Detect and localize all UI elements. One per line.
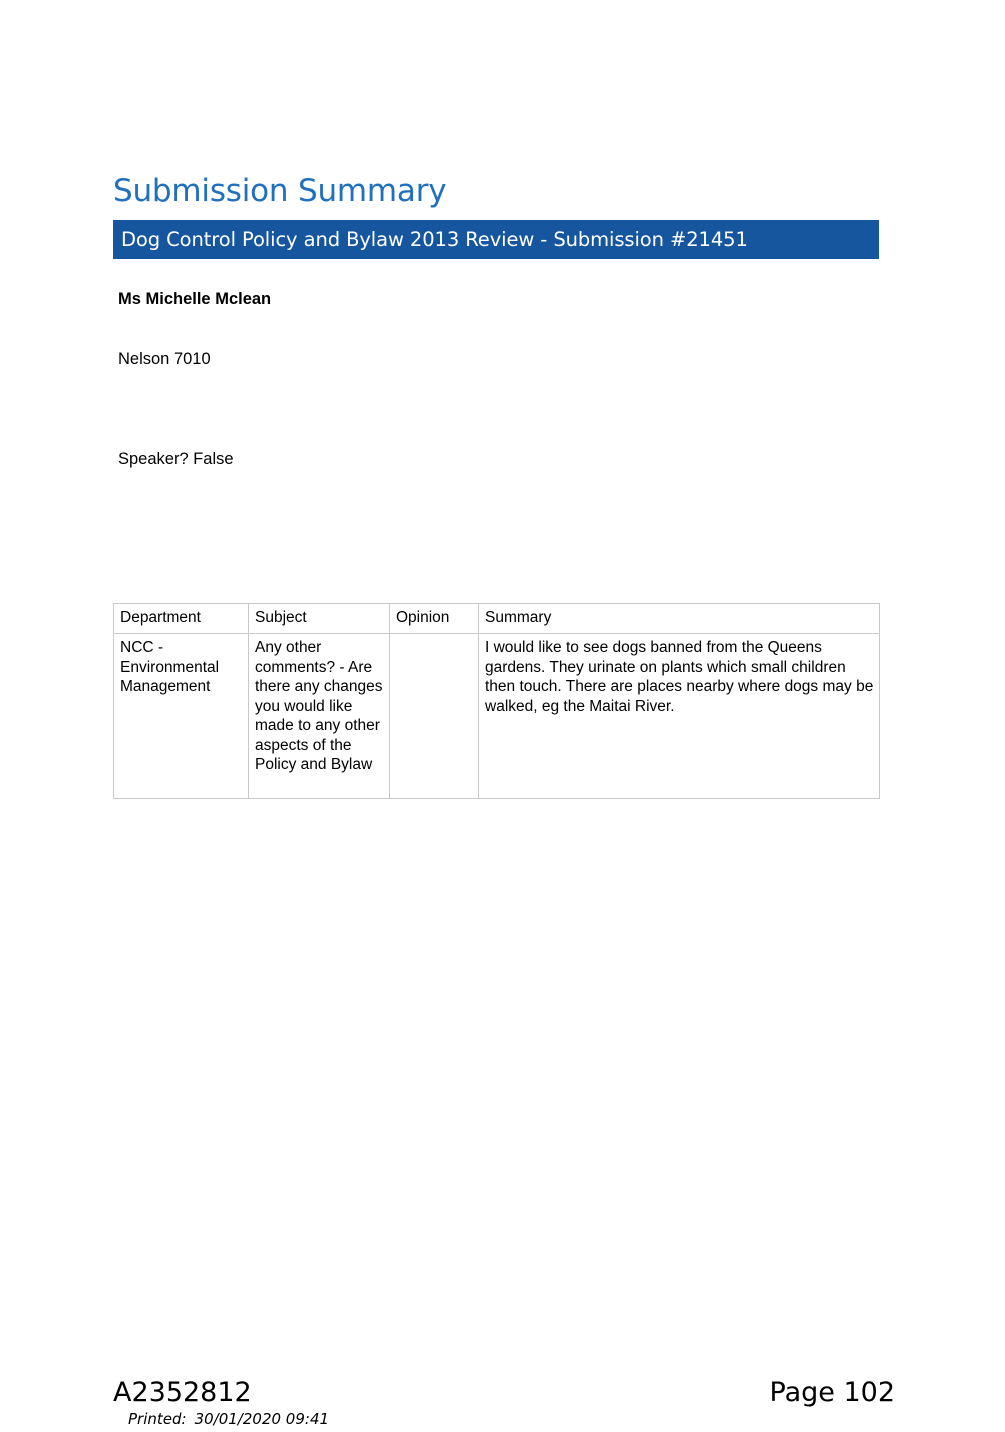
submission-table <box>113 603 880 799</box>
footer-printed-label: Printed: <box>128 1410 187 1428</box>
footer-printed-timestamp <box>128 1410 329 1428</box>
cell-opinion <box>390 634 479 799</box>
submission-banner <box>113 220 879 259</box>
submitter-address: Nelson 7010 <box>118 350 211 368</box>
submitter-name: Ms Michelle Mclean <box>118 290 272 308</box>
cell-subject: Any other comments? - Are there any changes you would like made to any other aspects of the Policy and Bylaw <box>249 634 390 799</box>
submitter-speaker-status: Speaker? False <box>118 450 234 468</box>
table-header-summary: Summary <box>479 604 880 634</box>
table-row <box>114 634 880 799</box>
cell-department: NCC - Environmental Management <box>114 634 249 799</box>
page-title: Submission Summary <box>113 172 447 209</box>
footer-page-number: Page 102 <box>769 1377 895 1408</box>
table-header-subject: Subject <box>249 604 390 634</box>
footer-document-reference: A2352812 <box>113 1377 252 1408</box>
table-header-opinion: Opinion <box>390 604 479 634</box>
table-header-row <box>114 604 880 634</box>
table-header-department: Department <box>114 604 249 634</box>
cell-summary: I would like to see dogs banned from the Queens gardens. They urinate on plants which small children then touch. There are places nearby where dogs may be walked, eg the Maitai River. <box>479 634 880 799</box>
submission-banner-title: Dog Control Policy and Bylaw 2013 Review - Submission #21451 <box>121 228 748 251</box>
footer-printed-value: 30/01/2020 09:41 <box>194 1410 330 1428</box>
